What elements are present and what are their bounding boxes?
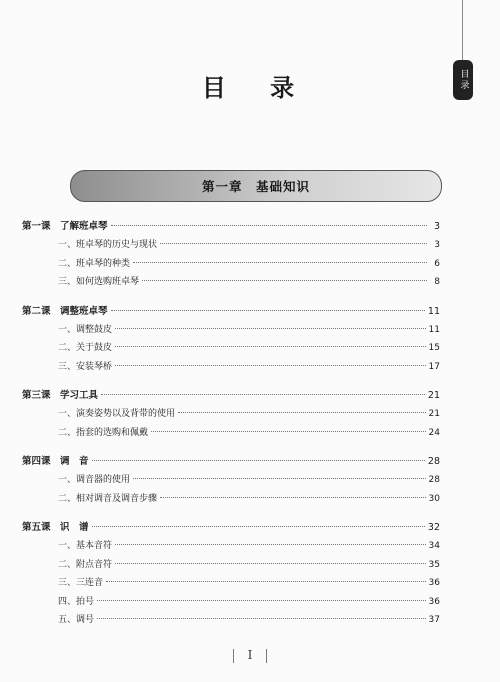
toc-subentry-page-number: 6	[434, 258, 440, 269]
section-gap	[22, 443, 440, 453]
toc-subentry-page-number: 28	[428, 475, 440, 485]
toc-subentry-page-number: 36	[428, 596, 440, 607]
toc-subentry[interactable]	[22, 322, 440, 341]
dot-leader	[133, 262, 427, 263]
toc-subentry-label: 一、基本音符	[58, 541, 113, 551]
toc-subentry[interactable]	[22, 594, 440, 613]
toc-subentry-label: 二、相对调音及调音步骤	[58, 493, 158, 504]
toc-subentry-page-number: 24	[428, 427, 440, 438]
toc-lesson-entry[interactable]	[22, 387, 440, 406]
dot-leader	[115, 346, 426, 347]
dot-leader	[115, 328, 426, 329]
dot-leader	[142, 280, 427, 281]
toc-subentry-page-number: 11	[428, 324, 440, 335]
footer-divider-right	[266, 649, 267, 663]
toc-lesson-entry-label: 第三课 学习工具	[22, 390, 99, 401]
dot-leader	[92, 460, 425, 461]
toc-subentry-label: 三、如何选购班卓琴	[58, 277, 140, 287]
toc-subentry[interactable]	[22, 425, 440, 444]
footer-divider-left	[233, 649, 234, 663]
toc-subentry-page-number: 8	[434, 277, 440, 287]
dot-leader	[115, 563, 426, 564]
toc-lesson-entry-label: 第一课 了解班卓琴	[22, 221, 108, 232]
dot-leader	[111, 225, 427, 226]
page-title: 目 录	[201, 73, 313, 102]
toc-subentry[interactable]	[22, 237, 440, 256]
dot-leader	[106, 581, 426, 582]
toc-subentry-page-number: 37	[428, 615, 440, 625]
table-of-contents	[22, 218, 440, 631]
toc-lesson-entry-page-number: 11	[427, 305, 440, 317]
toc-subentry-page-number: 21	[428, 409, 440, 419]
toc-lesson-entry-page-number: 32	[427, 522, 440, 533]
toc-subentry[interactable]	[22, 256, 440, 275]
toc-subentry-label: 一、调整鼓皮	[58, 324, 113, 335]
toc-subentry-label: 三、安装琴桥	[58, 361, 113, 372]
toc-subentry[interactable]	[22, 612, 440, 631]
chapter-banner	[70, 170, 442, 202]
page-number: I	[247, 648, 253, 662]
section-gap	[22, 509, 440, 519]
side-rule	[462, 0, 463, 60]
toc-lesson-entry-page-number: 21	[427, 390, 440, 401]
toc-subentry-label: 五、调号	[58, 615, 95, 625]
side-section-tab: 目录	[453, 60, 473, 100]
toc-subentry-page-number: 35	[428, 559, 440, 570]
toc-lesson-entry-label: 第二课 调整班卓琴	[22, 305, 108, 317]
section-gap	[22, 377, 440, 387]
toc-subentry[interactable]	[22, 406, 440, 425]
toc-subentry-label: 二、指套的选购和佩戴	[58, 427, 149, 438]
dot-leader	[160, 497, 426, 498]
toc-subentry[interactable]	[22, 491, 440, 510]
dot-leader	[133, 478, 426, 479]
toc-subentry-page-number: 3	[434, 240, 440, 250]
dot-leader	[160, 243, 427, 244]
page-footer	[0, 648, 500, 663]
toc-subentry[interactable]	[22, 538, 440, 557]
toc-subentry[interactable]	[22, 557, 440, 576]
toc-subentry-label: 四、拍号	[58, 596, 95, 607]
toc-subentry[interactable]	[22, 274, 440, 293]
toc-lesson-entry[interactable]	[22, 303, 440, 322]
toc-lesson-entry-page-number: 3	[433, 221, 440, 232]
dot-leader	[151, 431, 426, 432]
toc-lesson-entry[interactable]	[22, 519, 440, 538]
dot-leader	[101, 394, 425, 395]
toc-subentry-page-number: 15	[428, 343, 440, 353]
toc-subentry-page-number: 17	[428, 361, 440, 372]
dot-leader	[97, 600, 426, 601]
dot-leader	[97, 618, 426, 619]
toc-lesson-entry-label: 第五课 识 谱	[22, 522, 89, 533]
chapter-title: 第一章 基础知识	[201, 179, 310, 194]
toc-subentry-label: 二、关于鼓皮	[58, 343, 113, 353]
toc-lesson-entry-label: 第四课 调 音	[22, 456, 89, 467]
toc-subentry-page-number: 36	[428, 578, 440, 588]
dot-leader	[115, 544, 426, 545]
toc-subentry-label: 二、附点音符	[58, 559, 113, 570]
section-gap	[22, 293, 440, 303]
dot-leader	[111, 310, 425, 311]
toc-subentry[interactable]	[22, 472, 440, 491]
toc-lesson-entry[interactable]	[22, 218, 440, 237]
toc-lesson-entry[interactable]	[22, 453, 440, 472]
toc-subentry-page-number: 34	[428, 541, 440, 551]
toc-subentry[interactable]	[22, 359, 440, 378]
toc-subentry-label: 三、三连音	[58, 578, 104, 588]
toc-lesson-entry-page-number: 28	[427, 456, 440, 467]
dot-leader	[92, 526, 425, 527]
toc-subentry-label: 一、演奏姿势以及背带的使用	[58, 409, 176, 419]
dot-leader	[115, 365, 426, 366]
toc-subentry-page-number: 30	[428, 493, 440, 504]
toc-subentry-label: 一、班卓琴的历史与现状	[58, 240, 158, 250]
toc-subentry-label: 二、班卓琴的种类	[58, 258, 131, 269]
toc-subentry[interactable]	[22, 575, 440, 594]
toc-subentry-label: 一、调音器的使用	[58, 475, 131, 485]
toc-subentry[interactable]	[22, 340, 440, 359]
dot-leader	[178, 412, 426, 413]
